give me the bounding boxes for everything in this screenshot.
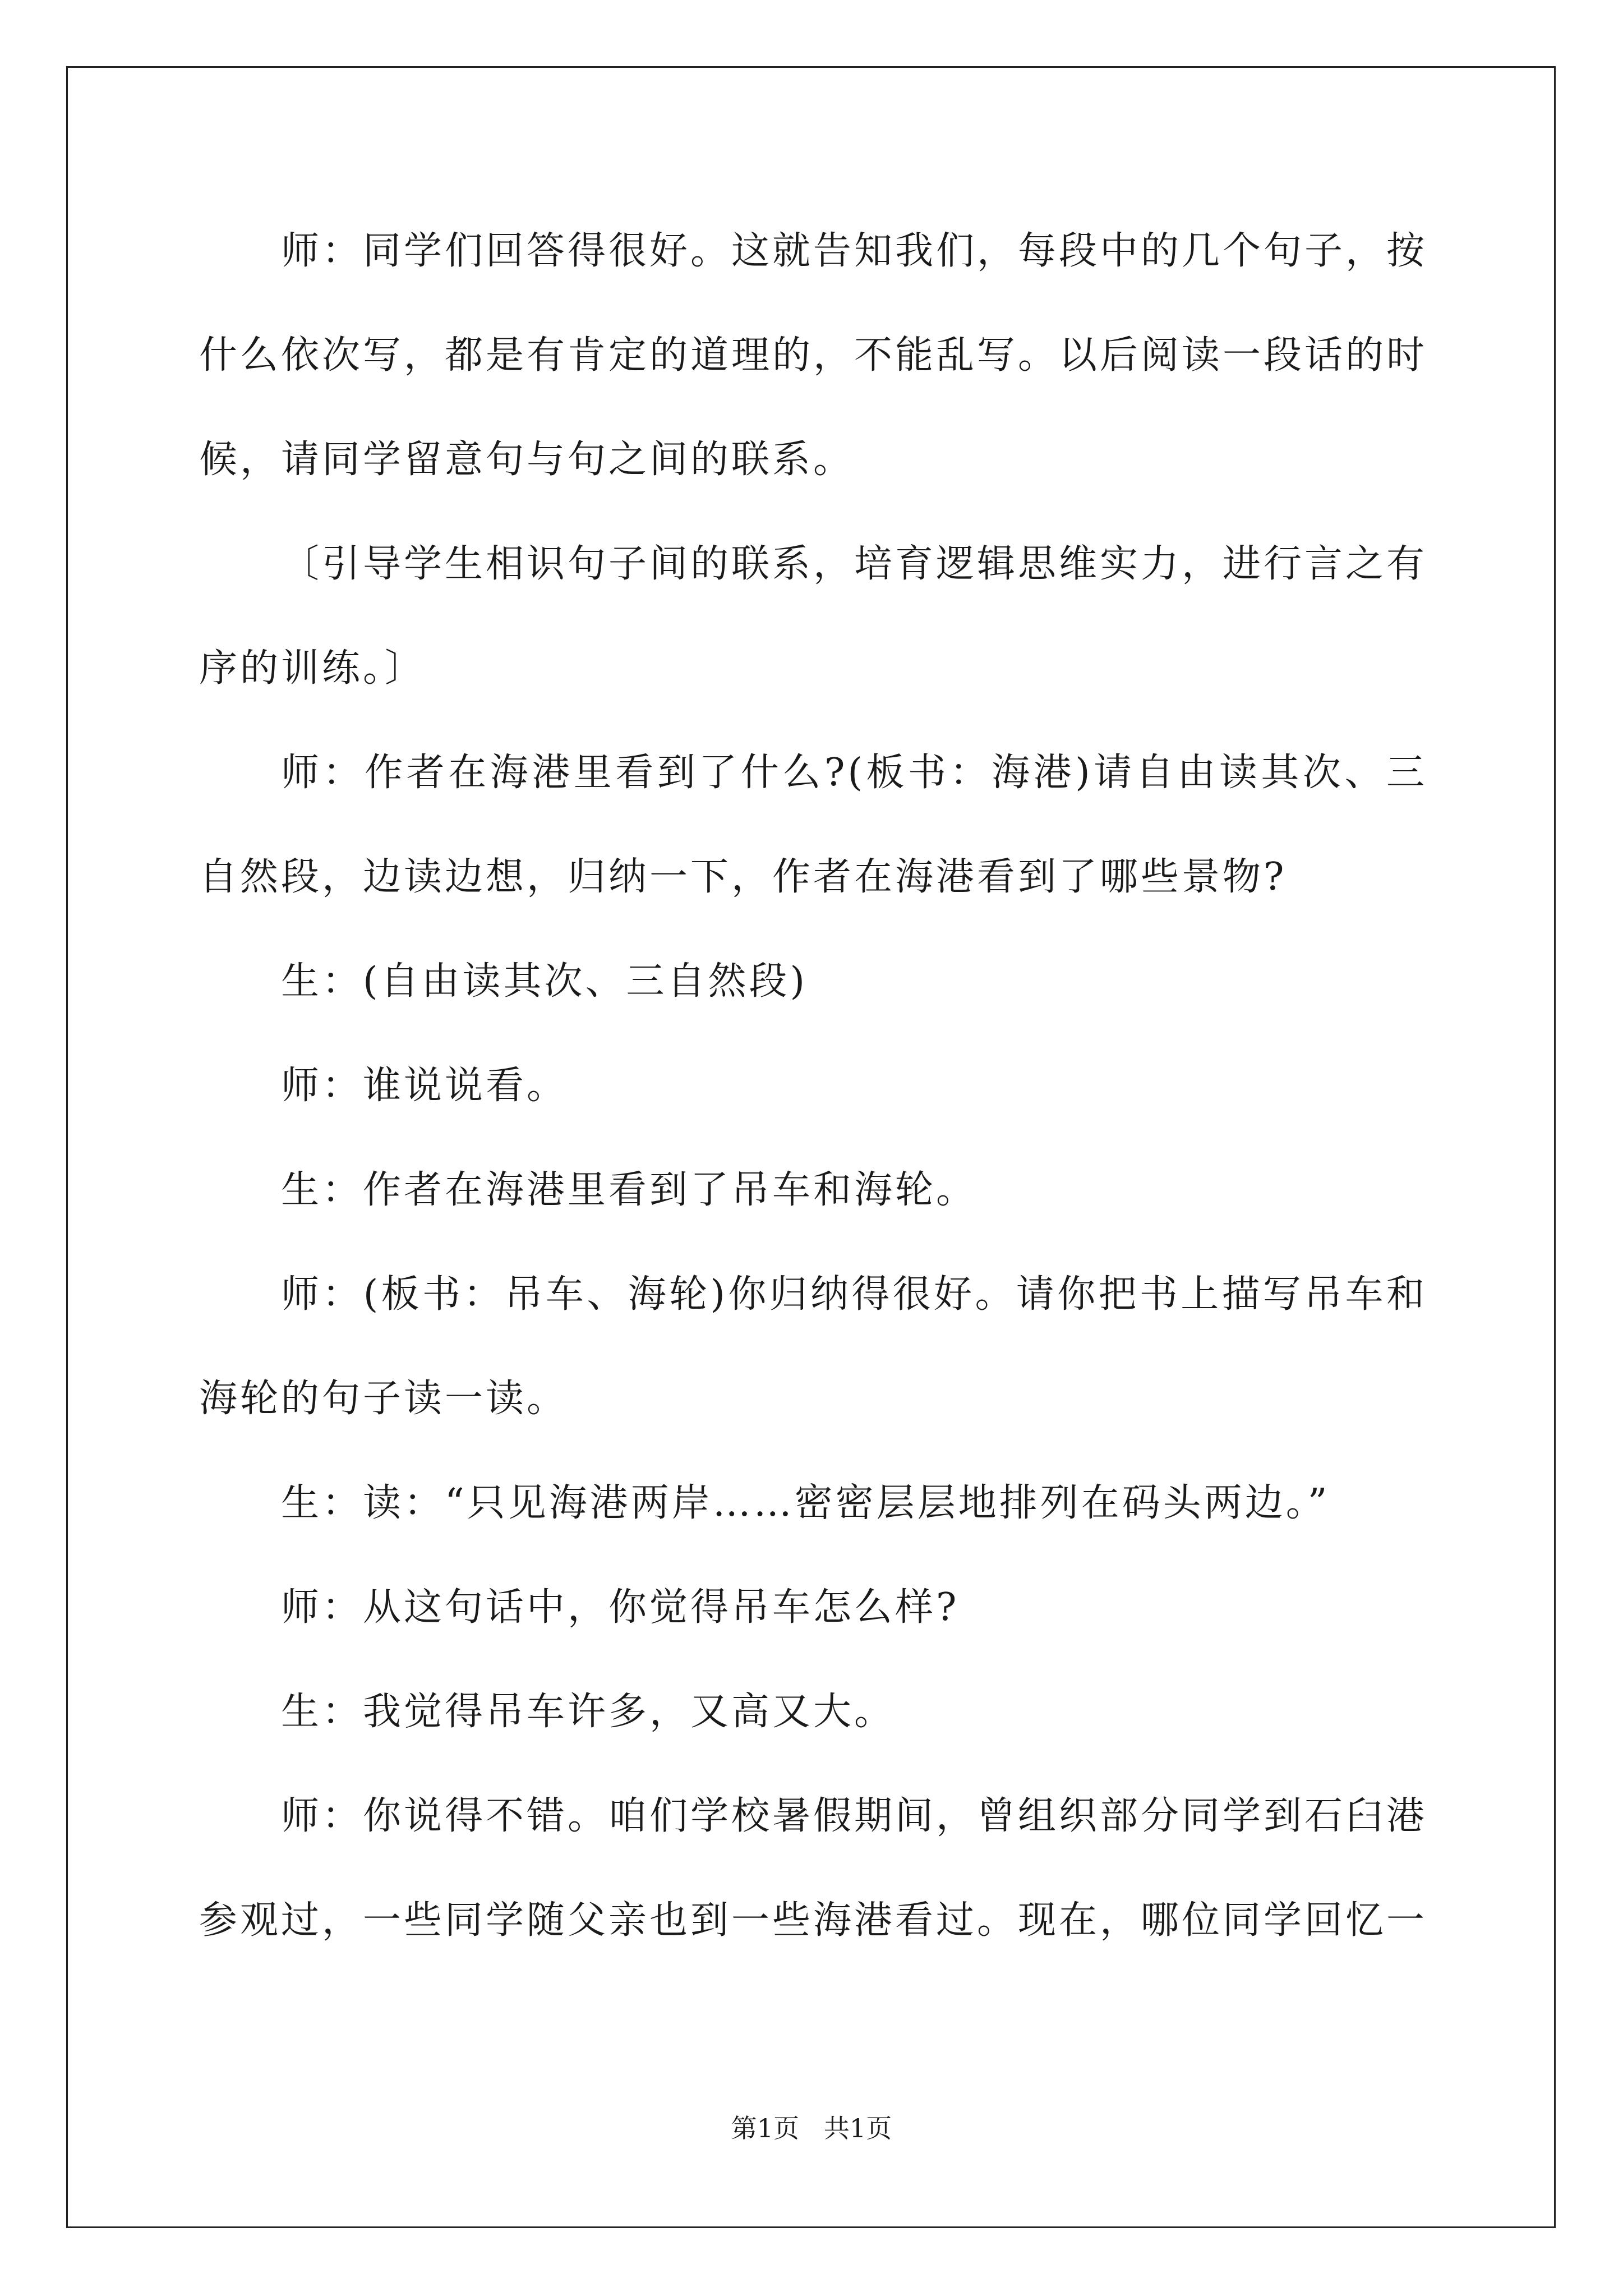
paragraph: 生：我觉得吊车许多，又高又大。 bbox=[281, 1690, 896, 1734]
paragraph: 生：读：“只见海港两岸……密密层层地排列在码头两边。” bbox=[281, 1481, 1330, 1525]
paragraph: 师：作者在海港里看到了什么?(板书：海港)请自由读其次、三自然段，边读边想，归纳一下，作者在海港看到了哪些景物? bbox=[199, 751, 1427, 899]
paragraph: 师：从这句话中，你觉得吊车怎么样? bbox=[281, 1585, 960, 1630]
paragraph: 师：你说得不错。咱们学校暑假期间，曾组织部分同学到石臼港参观过，一些同学随父亲也到一些海港看过。现在，哪位同学回忆一 bbox=[199, 1794, 1428, 1943]
paragraph: 生：作者在海港里看到了吊车和海轮。 bbox=[281, 1168, 978, 1212]
paragraph: 师：(板书：吊车、海轮)你归纳得很好。请你把书上描写吊车和海轮的句子读一读。 bbox=[199, 1272, 1427, 1421]
paragraph: 师：谁说说看。 bbox=[281, 1064, 568, 1108]
paragraph: 生：(自由读其次、三自然段) bbox=[281, 959, 808, 1004]
document-body bbox=[199, 199, 1427, 1973]
page-footer: 第1页 共1页 bbox=[731, 2113, 892, 2143]
paragraph: 〔引导学生相识句子间的联系，培育逻辑思维实力，进行言之有序的训练。〕 bbox=[199, 542, 1428, 691]
paragraph: 师：同学们回答得很好。这就告知我们，每段中的几个句子，按什么依次写，都是有肯定的道理的，不能乱写。以后阅读一段话的时候，请同学留意句与句之间的联系。 bbox=[199, 229, 1428, 482]
